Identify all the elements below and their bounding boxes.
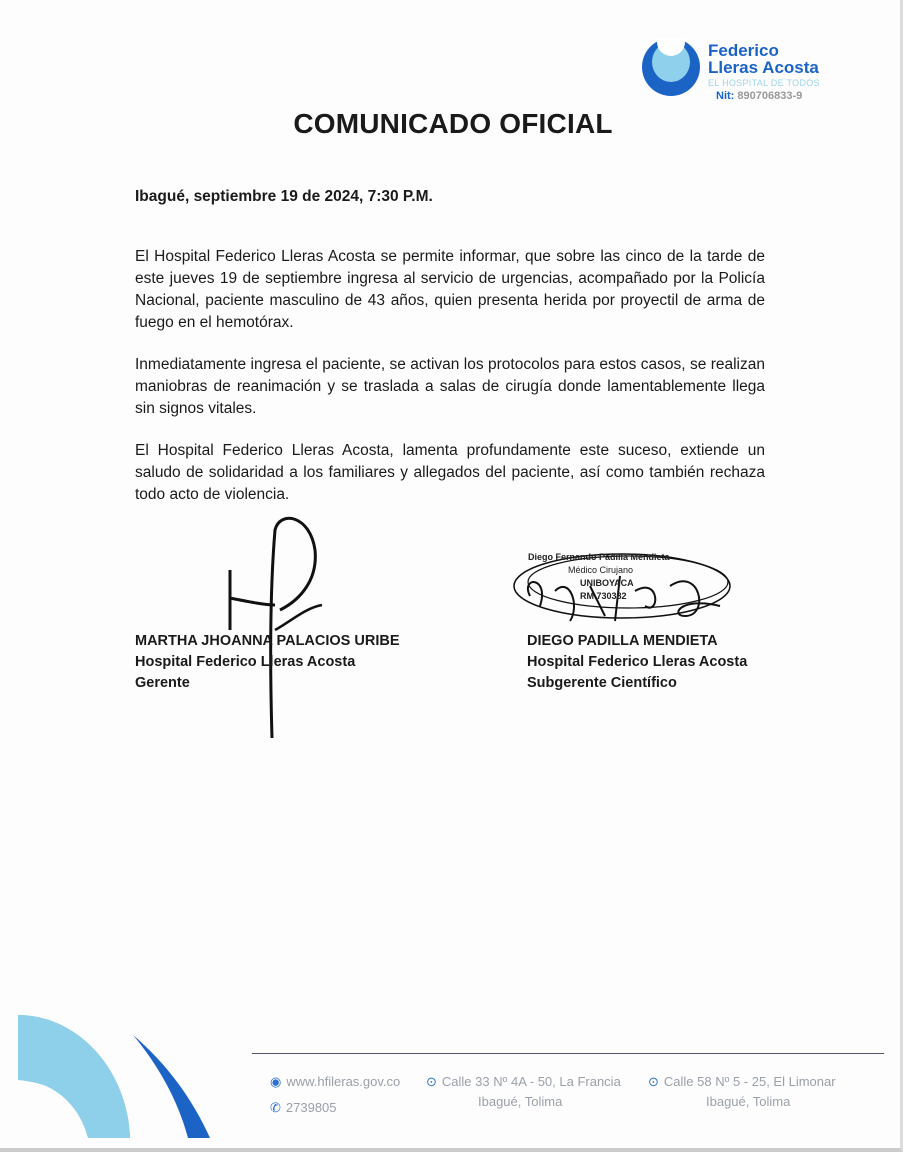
nit-value: 890706833-9 xyxy=(737,90,803,102)
signatory-name: MARTHA JHOANNA PALACIOS URIBE xyxy=(135,633,400,649)
stamp-line1: Diego Fernando Padilla Mendieta xyxy=(528,552,670,562)
logo-tagline: EL HOSPITAL DE TODOS xyxy=(708,78,820,88)
stamp-line2: Médico Cirujano xyxy=(568,565,634,575)
stamp-line3: UNIBOYACA xyxy=(580,578,634,588)
date-line: Ibagué, septiembre 19 de 2024, 7:30 P.M. xyxy=(135,188,433,205)
globe-icon: ◉ xyxy=(270,1074,282,1089)
paragraph-2: Inmediatamente ingresa el paciente, se activan los protocolos para estos casos, se realizan maniobras de reanimación y se traslada a salas de cirugía donde lamentablemente llega sin signos vitales. xyxy=(135,356,765,417)
signatory-role: Gerente xyxy=(135,675,190,691)
location-pin-icon: ⊙ xyxy=(648,1074,659,1089)
footer-arc-decoration xyxy=(18,1010,218,1138)
phone-icon: ✆ xyxy=(270,1100,281,1115)
paragraph-1: El Hospital Federico Lleras Acosta se permite informar, que sobre las cinco de la tarde de este jueves 19 de septiembre ingresa al servicio de urgencias, acompañado por la Policía Nacional, paciente masculino de 43 años, quien presenta herida por proyectil de arma de fuego en el hemotórax. xyxy=(135,248,765,331)
footer-phone: ✆ 2739805 xyxy=(270,1100,337,1115)
logo-name-line2: Lleras Acosta xyxy=(708,58,819,77)
signatory-org: Hospital Federico Lleras Acosta xyxy=(527,654,748,670)
signature-gerente xyxy=(220,510,340,745)
paragraph-3: El Hospital Federico Lleras Acosta, lamenta profundamente este suceso, extiende un saludo de solidaridad a los familiares y allegados del paciente, así como también rechaza todo acto de violencia. xyxy=(135,442,765,503)
hospital-logo xyxy=(642,38,847,118)
footer-divider xyxy=(252,1053,884,1054)
nit-label: Nit: xyxy=(716,90,735,102)
logo-emblem-icon xyxy=(642,38,700,96)
footer-city2: Ibagué, Tolima xyxy=(706,1094,791,1109)
signatory-subgerente xyxy=(527,631,747,694)
footer-website[interactable]: ◉ www.hfileras.gov.co xyxy=(270,1074,401,1089)
footer-address2: ⊙ Calle 58 Nº 5 - 25, El Limonar xyxy=(648,1074,836,1089)
signatory-org: Hospital Federico Lleras Acosta xyxy=(135,654,356,670)
stamp-line4: RM 730382 xyxy=(580,591,627,601)
signatory-role: Subgerente Científico xyxy=(527,675,677,691)
page-title: COMUNICADO OFICIAL xyxy=(293,108,613,139)
logo-nit xyxy=(716,90,802,102)
doctor-stamp xyxy=(510,546,740,626)
footer-city1: Ibagué, Tolima xyxy=(478,1094,563,1109)
signatory-gerente xyxy=(135,631,400,694)
signatory-name: DIEGO PADILLA MENDIETA xyxy=(527,633,718,649)
footer-address1: ⊙ Calle 33 Nº 4A - 50, La Francia xyxy=(426,1074,621,1089)
location-pin-icon: ⊙ xyxy=(426,1074,437,1089)
logo-name-line1: Federico xyxy=(708,41,779,60)
